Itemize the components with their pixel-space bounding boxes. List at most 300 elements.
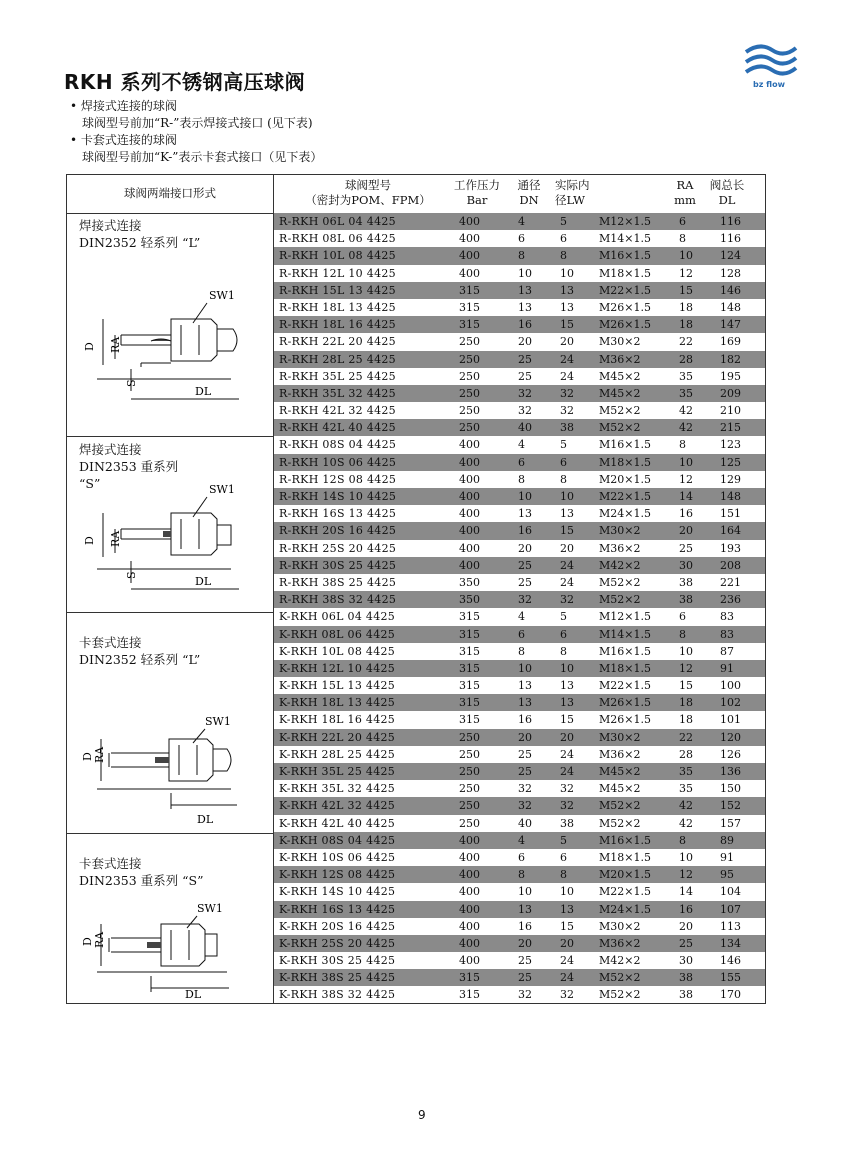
cell-bar: 400 xyxy=(459,902,480,916)
table-row xyxy=(274,557,765,574)
cell-ra: 38 xyxy=(679,593,693,607)
cell-model: K-RKH 15L 13 4425 xyxy=(279,679,396,693)
cell-ra: 38 xyxy=(679,988,693,1002)
cell-lw: 13 xyxy=(560,902,574,916)
cell-model: R-RKH 12L 10 4425 xyxy=(279,266,396,280)
header-pressure-line2: Bar xyxy=(466,193,488,207)
cell-lw: 20 xyxy=(560,936,574,950)
header-dn-line1: 通径 xyxy=(517,178,541,192)
cell-model: R-RKH 18L 13 4425 xyxy=(279,300,396,314)
cell-thread: M18×1.5 xyxy=(599,850,651,864)
cell-dn: 13 xyxy=(518,696,532,710)
cell-dl: 87 xyxy=(720,644,734,658)
cell-thread: M20×1.5 xyxy=(599,868,651,882)
cell-ra: 35 xyxy=(679,765,693,778)
cell-model: R-RKH 14S 10 4425 xyxy=(279,490,397,503)
cell-lw: 5 xyxy=(560,610,567,624)
header-dn-line2: DN xyxy=(519,193,539,207)
sw1-label: SW1 xyxy=(205,715,231,728)
note-bullet: • 卡套式连接的球阀 xyxy=(70,133,177,147)
cell-lw: 24 xyxy=(560,747,574,761)
weld-fitting-diagram xyxy=(81,279,251,429)
cell-model: K-RKH 16S 13 4425 xyxy=(279,902,396,916)
cell-dn: 13 xyxy=(518,283,532,297)
cell-bar: 315 xyxy=(459,696,480,710)
cell-dn: 8 xyxy=(518,472,525,486)
cell-dn: 40 xyxy=(518,816,532,830)
cell-thread: M22×1.5 xyxy=(599,679,651,693)
table-row xyxy=(274,333,765,350)
cell-ra: 8 xyxy=(679,232,686,246)
table-row xyxy=(274,213,765,230)
cell-lw: 8 xyxy=(560,472,567,486)
cell-bar: 315 xyxy=(459,713,480,727)
weld-fitting-diagram xyxy=(81,477,251,609)
cell-bar: 315 xyxy=(459,988,480,1002)
cell-model: K-RKH 06L 04 4425 xyxy=(279,610,396,624)
cell-thread: M45×2 xyxy=(599,782,641,796)
cell-ra: 10 xyxy=(679,249,693,263)
cell-lw: 15 xyxy=(560,713,574,727)
cell-dn: 10 xyxy=(518,885,532,899)
cell-thread: M20×1.5 xyxy=(599,472,651,486)
cell-dl: 91 xyxy=(720,850,734,864)
table-row xyxy=(274,660,765,677)
section-caption: 焊接式连接 DIN2352 轻系列 “L” xyxy=(79,218,201,250)
cell-dl: 150 xyxy=(720,782,741,796)
cell-dn: 25 xyxy=(518,971,532,985)
cell-lw: 8 xyxy=(560,644,567,658)
cell-dl: 209 xyxy=(720,386,741,400)
cell-model: K-RKH 12S 08 4425 xyxy=(279,868,396,882)
table-row xyxy=(274,574,765,591)
table-row xyxy=(274,265,765,282)
cell-bar: 250 xyxy=(459,404,480,418)
cell-ra: 18 xyxy=(679,318,693,332)
cell-dn: 20 xyxy=(518,730,532,744)
cell-model: K-RKH 10S 06 4425 xyxy=(279,850,396,864)
cell-lw: 32 xyxy=(560,799,574,813)
cell-bar: 315 xyxy=(459,971,480,985)
cell-thread: M22×1.5 xyxy=(599,490,651,503)
cell-thread: M52×2 xyxy=(599,988,641,1002)
cell-lw: 15 xyxy=(560,919,574,933)
cell-dl: 128 xyxy=(720,266,741,280)
header-model-line1: 球阀型号 xyxy=(345,178,391,192)
cell-bar: 400 xyxy=(459,919,480,933)
cell-ra: 18 xyxy=(679,300,693,314)
cell-thread: M45×2 xyxy=(599,765,641,778)
table-row xyxy=(274,505,765,522)
cell-thread: M45×2 xyxy=(599,369,641,383)
cell-dn: 25 xyxy=(518,747,532,761)
cell-bar: 250 xyxy=(459,352,480,366)
cell-model: K-RKH 12L 10 4425 xyxy=(279,661,396,675)
cell-bar: 400 xyxy=(459,472,480,486)
header-dl xyxy=(707,178,747,208)
cell-thread: M52×2 xyxy=(599,421,641,435)
cell-dn: 20 xyxy=(518,335,532,349)
cell-model: R-RKH 08L 06 4425 xyxy=(279,232,396,246)
header-dl-line2: DL xyxy=(718,193,736,207)
cell-dl: 116 xyxy=(720,215,741,228)
cell-thread: M45×2 xyxy=(599,386,641,400)
cell-dn: 16 xyxy=(518,713,532,727)
cell-lw: 24 xyxy=(560,971,574,985)
cell-dl: 102 xyxy=(720,696,741,710)
cell-bar: 350 xyxy=(459,575,480,589)
cell-ra: 8 xyxy=(679,627,686,641)
cell-dn: 10 xyxy=(518,661,532,675)
cell-ra: 12 xyxy=(679,868,693,882)
cell-bar: 315 xyxy=(459,300,480,314)
cell-model: R-RKH 42L 32 4425 xyxy=(279,404,396,418)
cell-model: R-RKH 16S 13 4425 xyxy=(279,507,397,521)
cell-dl: 104 xyxy=(720,885,741,899)
cell-dl: 221 xyxy=(720,575,741,589)
cell-lw: 6 xyxy=(560,455,567,469)
ra-label: RA xyxy=(93,931,106,948)
cell-dn: 16 xyxy=(518,919,532,933)
cell-model: K-RKH 20S 16 4425 xyxy=(279,919,396,933)
cell-lw: 38 xyxy=(560,816,574,830)
cell-dn: 4 xyxy=(518,215,525,228)
cell-model: R-RKH 28L 25 4425 xyxy=(279,352,396,366)
cell-bar: 400 xyxy=(459,455,480,469)
cell-thread: M18×1.5 xyxy=(599,455,651,469)
table-row xyxy=(274,643,765,660)
logo-text: bz flow xyxy=(753,80,785,89)
cell-dl: 101 xyxy=(720,713,741,727)
ra-label: RA xyxy=(109,530,122,547)
cell-thread: M18×1.5 xyxy=(599,266,651,280)
cell-thread: M16×1.5 xyxy=(599,249,651,263)
cell-model: K-RKH 10L 08 4425 xyxy=(279,644,396,658)
cell-dn: 13 xyxy=(518,902,532,916)
cell-dn: 4 xyxy=(518,610,525,624)
cell-model: R-RKH 35L 32 4425 xyxy=(279,386,396,400)
note-bullet: • 焊接式连接的球阀 xyxy=(70,99,177,113)
cell-dn: 8 xyxy=(518,644,525,658)
cell-thread: M42×2 xyxy=(599,558,641,572)
cell-bar: 400 xyxy=(459,524,480,538)
cell-ra: 42 xyxy=(679,404,693,418)
cell-model: R-RKH 38S 25 4425 xyxy=(279,575,397,589)
cell-thread: M14×1.5 xyxy=(599,232,651,246)
cell-thread: M12×1.5 xyxy=(599,610,651,624)
cell-lw: 6 xyxy=(560,232,567,246)
d-label: D xyxy=(83,342,96,351)
cell-lw: 32 xyxy=(560,782,574,796)
cell-ra: 12 xyxy=(679,266,693,280)
cell-lw: 32 xyxy=(560,404,574,418)
cell-ra: 38 xyxy=(679,971,693,985)
cell-ra: 28 xyxy=(679,747,693,761)
cell-ra: 15 xyxy=(679,283,693,297)
table-row xyxy=(274,454,765,471)
cell-dl: 157 xyxy=(720,816,741,830)
table-row xyxy=(274,368,765,385)
table-row xyxy=(274,471,765,488)
cell-dn: 25 xyxy=(518,352,532,366)
cell-lw: 15 xyxy=(560,318,574,332)
cell-lw: 13 xyxy=(560,696,574,710)
cell-ra: 12 xyxy=(679,661,693,675)
cell-lw: 24 xyxy=(560,765,574,778)
table-row xyxy=(274,986,765,1003)
cell-model: K-RKH 18L 13 4425 xyxy=(279,696,396,710)
table-row xyxy=(274,299,765,316)
header-dl-line1: 阀总长 xyxy=(709,178,745,192)
dl-label: DL xyxy=(195,575,212,588)
header-lw xyxy=(555,178,603,208)
cell-lw: 8 xyxy=(560,868,567,882)
cell-thread: M52×2 xyxy=(599,816,641,830)
cell-model: K-RKH 08L 06 4425 xyxy=(279,627,396,641)
table-row xyxy=(274,746,765,763)
table-row xyxy=(274,230,765,247)
table-row xyxy=(274,866,765,883)
cell-thread: M36×2 xyxy=(599,747,641,761)
section-caption: 卡套式连接 DIN2353 重系列 “S” xyxy=(79,856,204,888)
cell-dn: 13 xyxy=(518,300,532,314)
table-row xyxy=(274,763,765,780)
cell-bar: 250 xyxy=(459,799,480,813)
table-row xyxy=(274,935,765,952)
cell-dl: 120 xyxy=(720,730,741,744)
cell-bar: 315 xyxy=(459,627,480,641)
d-label: D xyxy=(81,752,94,761)
cell-bar: 315 xyxy=(459,661,480,675)
cell-thread: M52×2 xyxy=(599,404,641,418)
cell-bar: 400 xyxy=(459,885,480,899)
cell-bar: 250 xyxy=(459,386,480,400)
cell-dl: 89 xyxy=(720,833,734,847)
header-ra-line2: mm xyxy=(674,193,696,207)
cell-dl: 124 xyxy=(720,249,741,263)
header-ra xyxy=(673,178,697,208)
compression-fitting-diagram xyxy=(81,709,251,829)
table-row xyxy=(274,901,765,918)
cell-thread: M16×1.5 xyxy=(599,833,651,847)
cell-dl: 195 xyxy=(720,369,741,383)
table-row xyxy=(274,436,765,453)
cell-lw: 32 xyxy=(560,386,574,400)
cell-dl: 193 xyxy=(720,541,741,555)
cell-dl: 208 xyxy=(720,558,741,572)
cell-lw: 20 xyxy=(560,730,574,744)
cell-ra: 18 xyxy=(679,713,693,727)
cell-model: K-RKH 14S 10 4425 xyxy=(279,885,396,899)
cell-bar: 400 xyxy=(459,249,480,263)
cell-dl: 134 xyxy=(720,936,741,950)
cell-thread: M14×1.5 xyxy=(599,627,651,641)
cell-lw: 24 xyxy=(560,369,574,383)
header-form: 球阀两端接口形式 xyxy=(124,186,216,200)
cell-dl: 113 xyxy=(720,919,741,933)
cell-bar: 400 xyxy=(459,507,480,521)
cell-dl: 210 xyxy=(720,404,741,418)
sw1-label: SW1 xyxy=(197,902,223,915)
cell-dn: 6 xyxy=(518,627,525,641)
cell-ra: 42 xyxy=(679,799,693,813)
cell-dl: 164 xyxy=(720,524,741,538)
spec-rows xyxy=(274,213,765,1004)
cell-dn: 25 xyxy=(518,765,532,778)
cell-dl: 148 xyxy=(720,490,741,503)
page-number: 9 xyxy=(418,1108,426,1122)
table-row xyxy=(274,247,765,264)
cell-dl: 169 xyxy=(720,335,741,349)
table-row xyxy=(274,729,765,746)
cell-dl: 116 xyxy=(720,232,741,246)
header-pressure-line1: 工作压力 xyxy=(454,178,500,192)
cell-ra: 16 xyxy=(679,902,693,916)
cell-bar: 250 xyxy=(459,421,480,435)
cell-ra: 35 xyxy=(679,782,693,796)
cell-dn: 16 xyxy=(518,524,532,538)
table-row xyxy=(274,918,765,935)
cell-ra: 18 xyxy=(679,696,693,710)
cell-model: R-RKH 22L 20 4425 xyxy=(279,335,396,349)
table-row xyxy=(274,402,765,419)
section-caption: 焊接式连接 DIN2353 重系列 “S” xyxy=(79,442,179,491)
note-detail: 球阀型号前加“R-”表示焊接式接口 (见下表) xyxy=(82,116,313,130)
cell-thread: M52×2 xyxy=(599,799,641,813)
cell-model: R-RKH 15L 13 4425 xyxy=(279,283,396,297)
cell-model: R-RKH 20S 16 4425 xyxy=(279,524,397,538)
cell-ra: 42 xyxy=(679,816,693,830)
cell-dl: 147 xyxy=(720,318,741,332)
table-row xyxy=(274,591,765,608)
cell-dn: 10 xyxy=(518,266,532,280)
cell-model: R-RKH 38S 32 4425 xyxy=(279,593,397,607)
cell-dn: 16 xyxy=(518,318,532,332)
cell-ra: 20 xyxy=(679,919,693,933)
table-row xyxy=(274,780,765,797)
cell-dn: 4 xyxy=(518,438,525,452)
cell-model: K-RKH 42L 32 4425 xyxy=(279,799,396,813)
cell-lw: 20 xyxy=(560,541,574,555)
cell-ra: 25 xyxy=(679,936,693,950)
cell-bar: 400 xyxy=(459,954,480,968)
cell-ra: 42 xyxy=(679,421,693,435)
cell-lw: 5 xyxy=(560,833,567,847)
d-label: D xyxy=(83,536,96,545)
page-title: RKH 系列不锈钢高压球阀 xyxy=(64,70,306,94)
cell-ra: 14 xyxy=(679,490,693,503)
cell-ra: 10 xyxy=(679,850,693,864)
note-detail: 球阀型号前加“K-”表示卡套式接口（见下表） xyxy=(82,150,323,164)
cell-bar: 400 xyxy=(459,232,480,246)
cell-model: K-RKH 08S 04 4425 xyxy=(279,833,396,847)
cell-dl: 126 xyxy=(720,747,741,761)
cell-lw: 6 xyxy=(560,850,567,864)
cell-bar: 250 xyxy=(459,816,480,830)
cell-thread: M24×1.5 xyxy=(599,902,651,916)
cell-ra: 38 xyxy=(679,575,693,589)
header-dn xyxy=(512,178,546,208)
table-row xyxy=(274,488,765,505)
cell-dn: 25 xyxy=(518,558,532,572)
cell-model: R-RKH 25S 20 4425 xyxy=(279,541,397,555)
cell-dl: 91 xyxy=(720,661,734,675)
cell-lw: 24 xyxy=(560,954,574,968)
cell-lw: 13 xyxy=(560,679,574,693)
cell-ra: 12 xyxy=(679,472,693,486)
cell-ra: 30 xyxy=(679,558,693,572)
cell-model: R-RKH 12S 08 4425 xyxy=(279,472,397,486)
table-row xyxy=(274,969,765,986)
cell-bar: 400 xyxy=(459,266,480,280)
cell-model: K-RKH 38S 32 4425 xyxy=(279,988,396,1002)
cell-dl: 100 xyxy=(720,679,741,693)
cell-bar: 315 xyxy=(459,610,480,624)
cell-lw: 24 xyxy=(560,558,574,572)
table-row xyxy=(274,385,765,402)
cell-bar: 400 xyxy=(459,833,480,847)
cell-model: R-RKH 30S 25 4425 xyxy=(279,558,397,572)
cell-dn: 25 xyxy=(518,369,532,383)
cell-thread: M26×1.5 xyxy=(599,713,651,727)
cell-dn: 32 xyxy=(518,782,532,796)
cell-model: K-RKH 30S 25 4425 xyxy=(279,954,396,968)
table-row xyxy=(274,883,765,900)
table-header xyxy=(67,175,765,214)
section-weld-light xyxy=(67,213,273,437)
cell-dl: 123 xyxy=(720,438,741,452)
cell-lw: 20 xyxy=(560,335,574,349)
cell-bar: 400 xyxy=(459,868,480,882)
cell-thread: M22×1.5 xyxy=(599,885,651,899)
cell-model: K-RKH 42L 40 4425 xyxy=(279,816,396,830)
cell-dn: 13 xyxy=(518,507,532,521)
cell-model: R-RKH 08S 04 4425 xyxy=(279,438,397,452)
cell-bar: 400 xyxy=(459,541,480,555)
cell-lw: 8 xyxy=(560,249,567,263)
section-caption: 卡套式连接 DIN2352 轻系列 “L” xyxy=(79,635,201,667)
cell-dl: 107 xyxy=(720,902,741,916)
cell-dl: 215 xyxy=(720,421,741,435)
section-compression-light xyxy=(67,613,273,834)
cell-dl: 83 xyxy=(720,610,734,624)
cell-dl: 236 xyxy=(720,593,741,607)
cell-dn: 32 xyxy=(518,593,532,607)
section-compression-heavy xyxy=(67,834,273,1003)
cell-dl: 170 xyxy=(720,988,741,1002)
table-row xyxy=(274,694,765,711)
cell-bar: 400 xyxy=(459,215,480,228)
cell-lw: 13 xyxy=(560,507,574,521)
cell-bar: 315 xyxy=(459,679,480,693)
cell-lw: 32 xyxy=(560,988,574,1002)
cell-dn: 20 xyxy=(518,936,532,950)
table-row xyxy=(274,282,765,299)
cell-lw: 24 xyxy=(560,352,574,366)
header-lw-line2: 径LW xyxy=(555,193,585,207)
cell-thread: M52×2 xyxy=(599,593,641,607)
cell-thread: M26×1.5 xyxy=(599,696,651,710)
cell-thread: M22×1.5 xyxy=(599,283,651,297)
cell-model: R-RKH 10S 06 4425 xyxy=(279,455,397,469)
cell-ra: 14 xyxy=(679,885,693,899)
cell-lw: 24 xyxy=(560,575,574,589)
cell-bar: 400 xyxy=(459,558,480,572)
s-label: S xyxy=(125,379,138,387)
cell-dl: 182 xyxy=(720,352,741,366)
cell-ra: 35 xyxy=(679,386,693,400)
cell-bar: 400 xyxy=(459,850,480,864)
